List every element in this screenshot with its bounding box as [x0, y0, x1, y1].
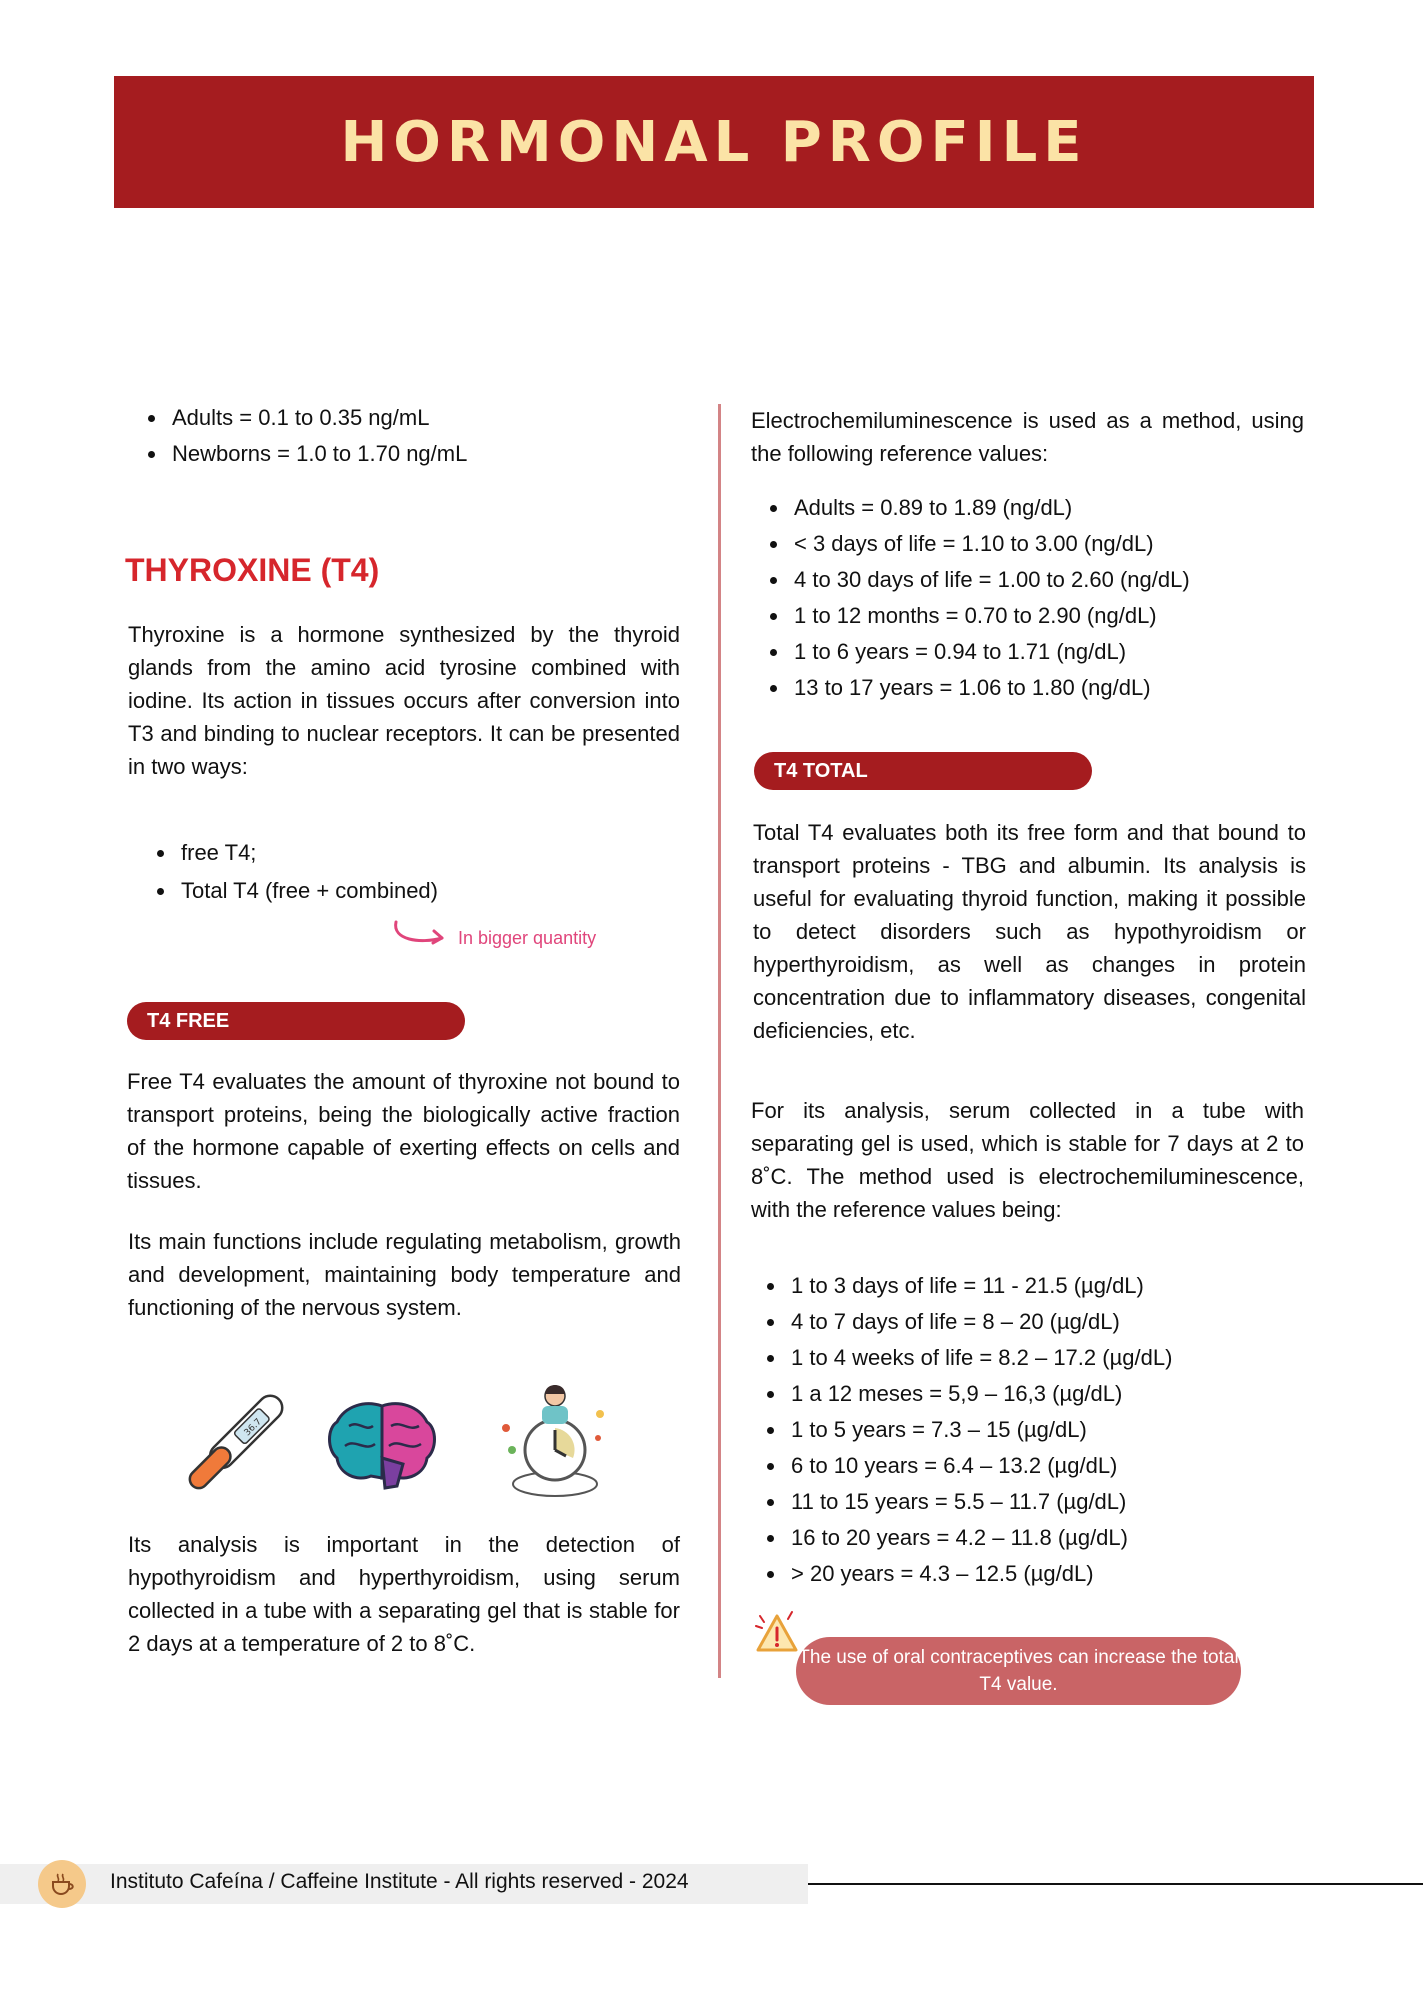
method-intro: Electrochemiluminescence is used as a method, using the following reference values:	[751, 408, 1304, 466]
t4-free-title: T4 FREE	[147, 1009, 230, 1032]
list-item: • < 3 days of life = 1.10 to 3.00 (ng/dL)	[790, 526, 1350, 562]
t4-total-label	[754, 752, 1092, 790]
list-item: • Total T4 (free + combined)	[177, 872, 717, 910]
curved-arrow-icon	[390, 918, 450, 948]
footer-copyright: Instituto Cafeína / Caffeine Institute - All rights reserved - 2024	[110, 1870, 689, 1893]
brain-icon	[325, 1398, 440, 1493]
meditation-clock-icon	[492, 1380, 618, 1500]
note-bigger-quantity: In bigger quantity	[458, 928, 597, 948]
t4-free-paragraph-3: Its analysis is important in the detection of hypothyroidism and hyperthyroidism, using serum collected in a tube with a separating gel that is stable for 2 days at a temperature of 2 to 8˚C.	[128, 1532, 680, 1656]
warning-icon	[752, 1606, 802, 1656]
list-item: • Newborns = 1.0 to 1.70 ng/mL	[168, 436, 728, 472]
list-item: • 6 to 10 years = 6.4 – 13.2 (µg/dL)	[787, 1448, 1347, 1484]
t4-total-paragraph-1: Total T4 evaluates both its free form and that bound to transport proteins - TBG and albumin. Its analysis is useful for evaluating thyroid function, making it possible to detect disorders such as hypothyroidism or hyperthyroidism, as well as changes in protein concentration due to inflammatory diseases, congenital deficiencies, etc.	[753, 820, 1306, 1043]
thermometer-reading: 36.7	[242, 1416, 264, 1439]
ft3-reference-list	[130, 400, 728, 472]
list-item: • 1 to 6 years = 0.94 to 1.71 (ng/dL)	[790, 634, 1350, 670]
header-banner	[114, 76, 1314, 208]
t4-free-paragraph-1: Free T4 evaluates the amount of thyroxine not bound to transport proteins, being the biologically active fraction of the hormone capable of exerting effects on cells and tissues.	[127, 1069, 680, 1193]
list-item: • 1 to 5 years = 7.3 – 15 (µg/dL)	[787, 1412, 1347, 1448]
thyroxine-intro: Thyroxine is a hormone synthesized by the thyroid glands from the amino acid tyrosine combined with iodine. Its action in tissues occurs after conversion into T3 and binding to nuclear receptors. It can be presented in two ways:	[128, 622, 680, 779]
column-divider	[718, 404, 721, 1678]
contraceptive-warning	[796, 1637, 1241, 1705]
list-item: • Adults = 0.89 to 1.89 (ng/dL)	[790, 490, 1350, 526]
section-title-thyroxine: THYROXINE (T4)	[125, 552, 380, 588]
t4-total-paragraph-2: For its analysis, serum collected in a tube with separating gel is used, which is stable for 7 days at 2 to 8˚C. The method used is electrochemiluminescence, with the reference values being:	[751, 1098, 1304, 1222]
list-item: • 4 to 7 days of life = 8 – 20 (µg/dL)	[787, 1304, 1347, 1340]
t4-free-label	[127, 1002, 465, 1040]
t4-forms-list	[139, 834, 717, 910]
coffee-logo-icon	[38, 1860, 86, 1908]
warning-text: The use of oral contraceptives can increase the total T4 value.	[798, 1647, 1239, 1695]
footer-rule	[808, 1883, 1423, 1885]
list-item: • 4 to 30 days of life = 1.00 to 2.60 (ng/dL)	[790, 562, 1350, 598]
list-item: • 13 to 17 years = 1.06 to 1.80 (ng/dL)	[790, 670, 1350, 706]
free-t4-reference-list	[752, 490, 1350, 706]
list-item: • 1 to 12 months = 0.70 to 2.90 (ng/dL)	[790, 598, 1350, 634]
list-item: • 16 to 20 years = 4.2 – 11.8 (µg/dL)	[787, 1520, 1347, 1556]
list-item: • 1 to 3 days of life = 11 - 21.5 (µg/dL)	[787, 1268, 1347, 1304]
t4-free-paragraph-2: Its main functions include regulating metabolism, growth and development, maintaining body temperature and functioning of the nervous system.	[128, 1229, 681, 1320]
list-item: • 1 to 4 weeks of life = 8.2 – 17.2 (µg/dL)	[787, 1340, 1347, 1376]
list-item: • 1 a 12 meses = 5,9 – 16,3 (µg/dL)	[787, 1376, 1347, 1412]
list-item: • Adults = 0.1 to 0.35 ng/mL	[168, 400, 728, 436]
list-item: • > 20 years = 4.3 – 12.5 (µg/dL)	[787, 1556, 1347, 1592]
page-title: HORMONAL PROFILE	[340, 109, 1088, 175]
list-item: • free T4;	[177, 834, 717, 872]
total-t4-reference-list	[749, 1268, 1347, 1592]
thermometer-icon	[180, 1384, 295, 1499]
t4-total-title: T4 TOTAL	[774, 759, 868, 782]
list-item: • 11 to 15 years = 5.5 – 11.7 (µg/dL)	[787, 1484, 1347, 1520]
